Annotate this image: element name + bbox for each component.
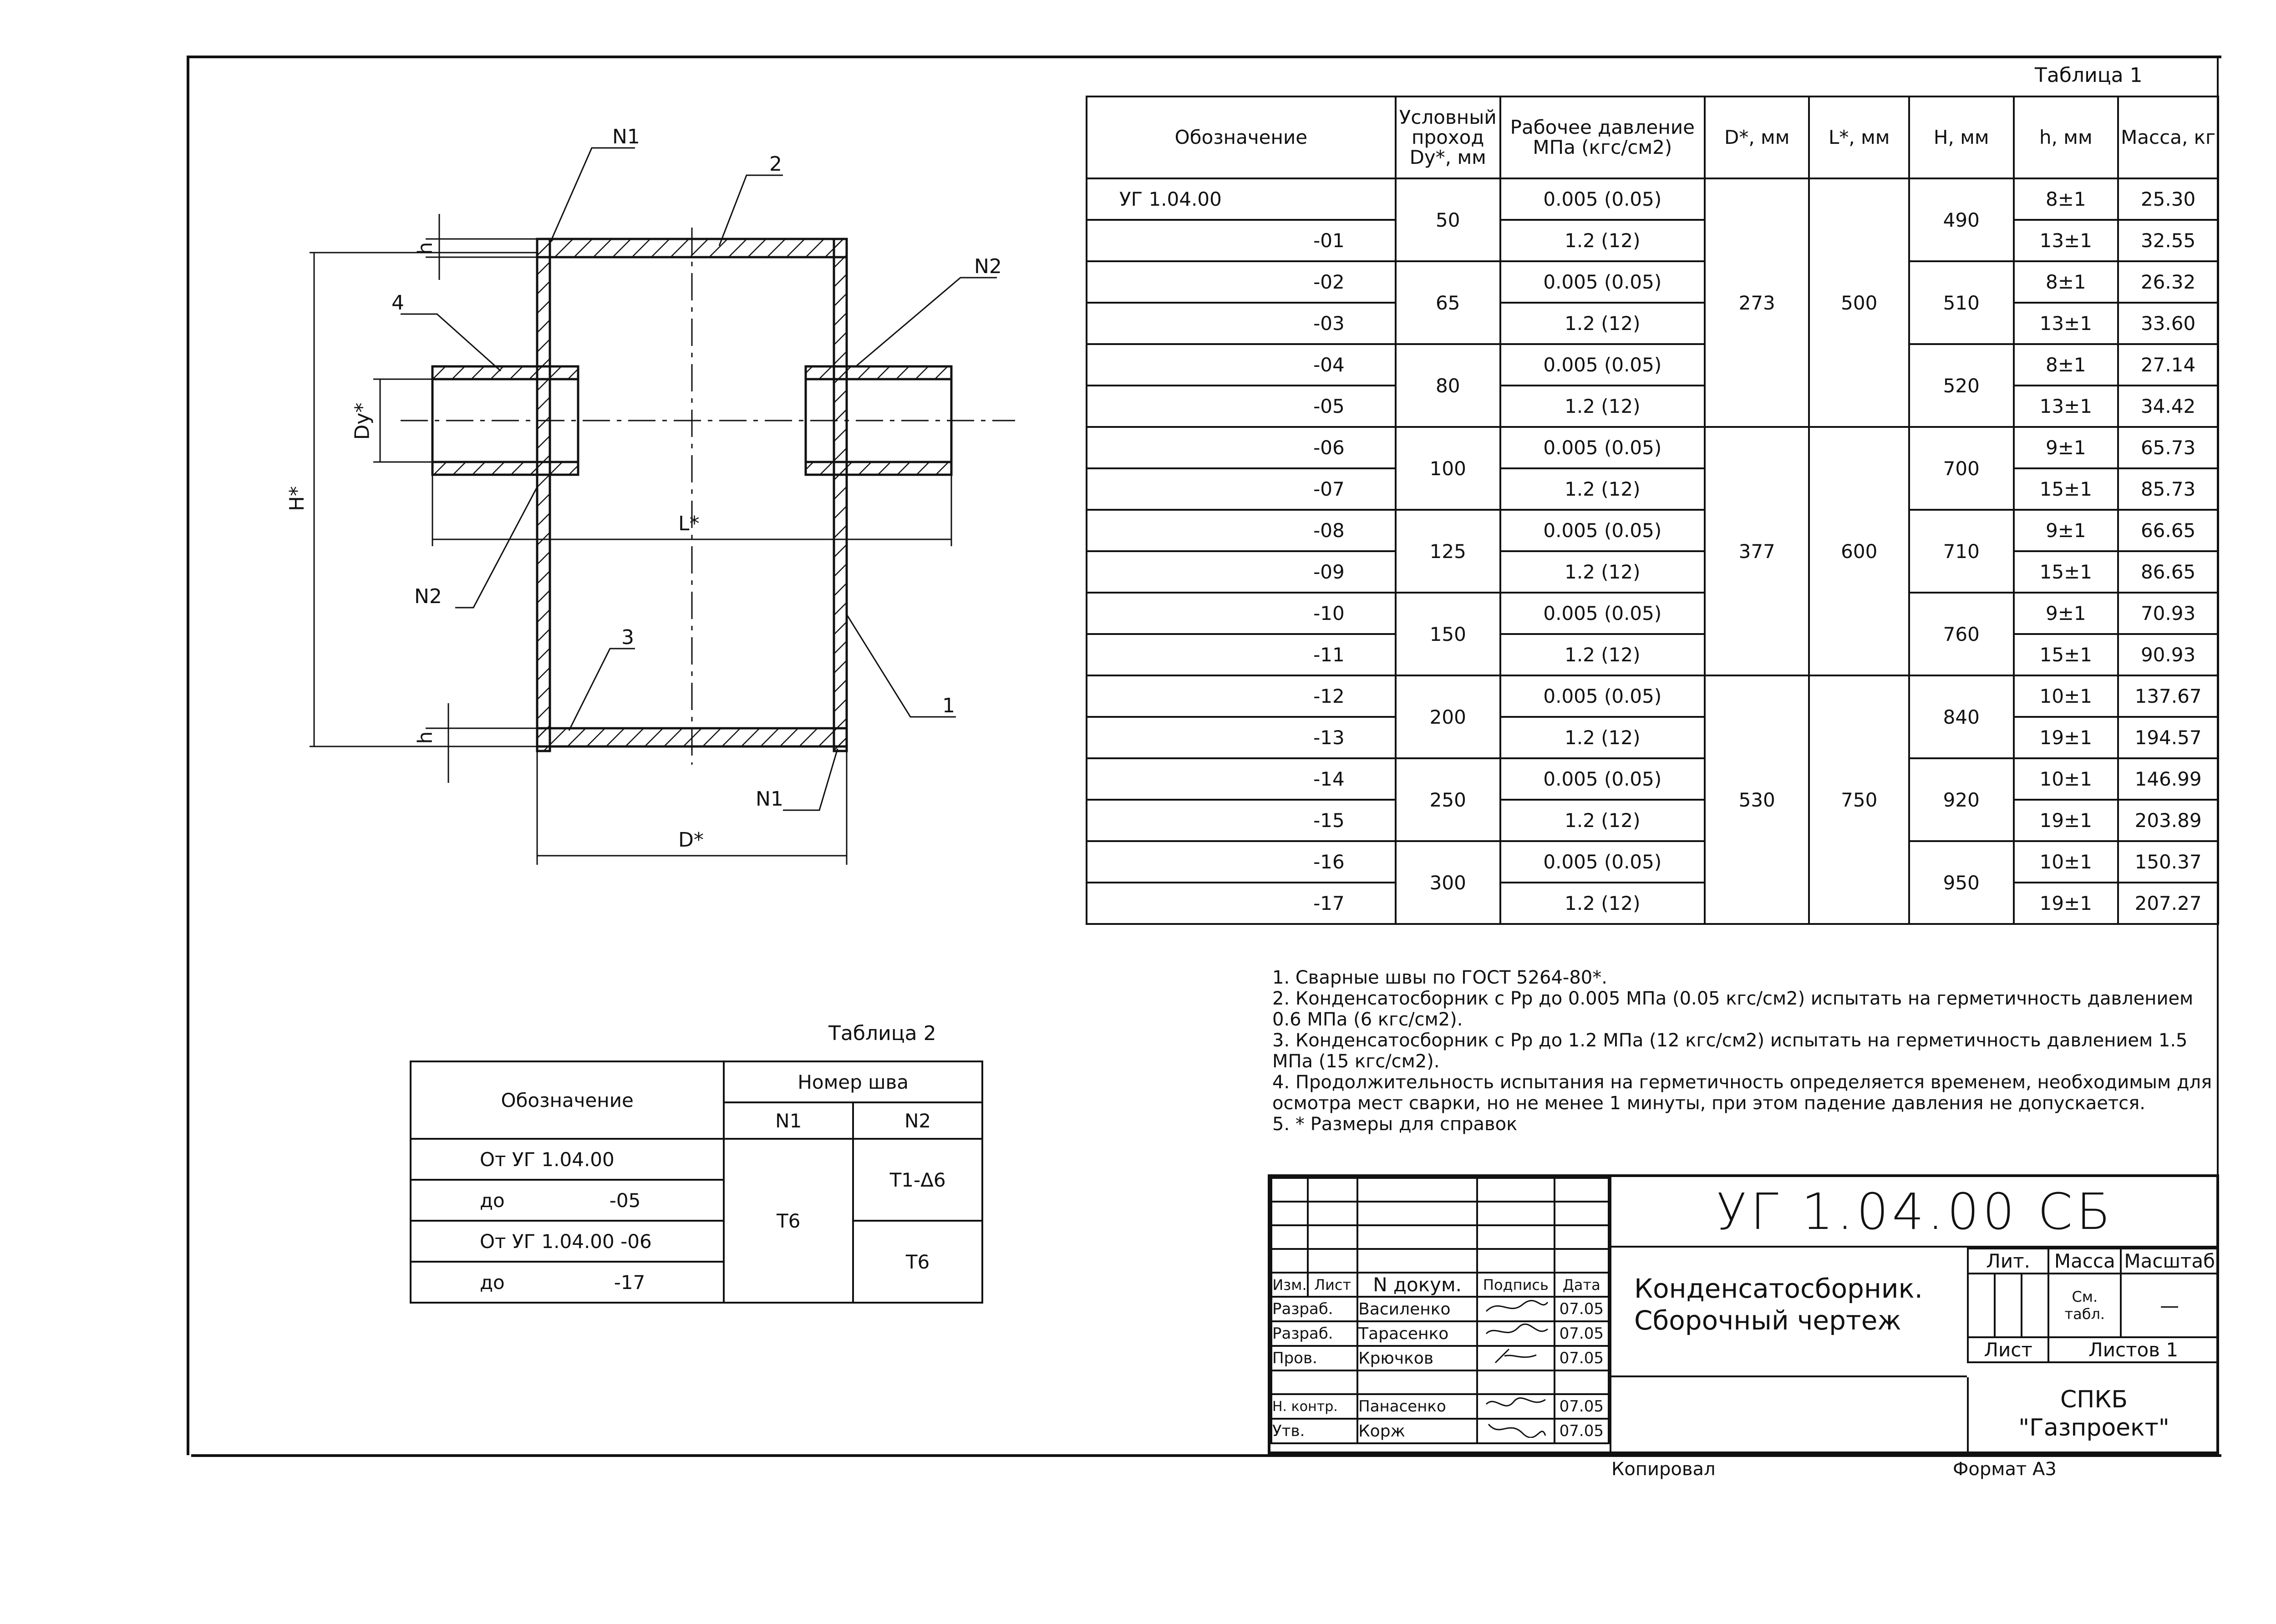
stamp-signature xyxy=(1477,1419,1554,1443)
t1-dy: 100 xyxy=(1396,427,1500,510)
t1-p: 0.005 (0.05) xyxy=(1500,344,1705,386)
stamp-date: 07.05 xyxy=(1555,1346,1609,1370)
stamp-signature xyxy=(1477,1321,1554,1346)
stamp-listov: Листов 1 xyxy=(2048,1337,2218,1362)
t1-h: 9±1 xyxy=(2014,427,2119,468)
copied-label: Копировал xyxy=(1611,1459,1716,1480)
t1-dy: 125 xyxy=(1396,510,1500,593)
t1-p: 0.005 (0.05) xyxy=(1500,841,1705,883)
t2-h-weld: Номер шва xyxy=(724,1061,982,1102)
t1-des: УГ 1.04.00 xyxy=(1087,178,1396,220)
t1-h-des: Обозначение xyxy=(1087,96,1396,178)
dim-dy: Dу* xyxy=(351,402,374,440)
t1-des: -10 xyxy=(1087,593,1396,634)
t1-des: -01 xyxy=(1087,220,1396,261)
stamp-date: 07.05 xyxy=(1555,1297,1609,1321)
t1-h: 8±1 xyxy=(2014,178,2119,220)
t1-m: 207.27 xyxy=(2118,883,2218,924)
t1-h-h: h, мм xyxy=(2014,96,2119,178)
t1-dy: 300 xyxy=(1396,841,1500,924)
t1-des: -02 xyxy=(1087,261,1396,303)
t1-h: 13±1 xyxy=(2014,220,2119,261)
assembly-drawing xyxy=(273,114,1092,888)
stamp-org-box xyxy=(1967,1377,2219,1454)
t1-h: 15±1 xyxy=(2014,551,2119,593)
stamp-signature xyxy=(1477,1297,1554,1321)
t1-m: 65.73 xyxy=(2118,427,2218,468)
t1-m: 27.14 xyxy=(2118,344,2218,386)
callout-2: 2 xyxy=(769,152,782,176)
t1-h-hh: H, мм xyxy=(1909,96,2014,178)
t1-h: 10±1 xyxy=(2014,758,2119,800)
t1-L: 750 xyxy=(1809,675,1909,924)
t1-L: 600 xyxy=(1809,427,1909,675)
stamp-title-1: Конденсатосборник. xyxy=(1634,1273,1923,1304)
note-2: 2. Конденсатосборник с Рр до 0.005 МПа (0.05 кгс/см2) испытать на герметичность давлением 0.6 МПа (6 кгс/см2). xyxy=(1272,988,2194,1030)
t1-h-l: L*, мм xyxy=(1809,96,1909,178)
stamp-role: Разраб. xyxy=(1271,1297,1357,1321)
t1-D: 273 xyxy=(1705,178,1809,427)
stamp-empty-box xyxy=(1610,1377,1967,1454)
t1-des: -11 xyxy=(1087,634,1396,675)
format-label: Формат А3 xyxy=(1953,1459,2057,1480)
callout-4: 4 xyxy=(391,291,404,315)
t1-h: 9±1 xyxy=(2014,510,2119,551)
t1-h-m: Масса, кг xyxy=(2118,96,2218,178)
stamp-name: Корж xyxy=(1357,1419,1477,1443)
t1-m: 25.30 xyxy=(2118,178,2218,220)
t1-p: 0.005 (0.05) xyxy=(1500,675,1705,717)
t2-h-n2: N2 xyxy=(853,1102,982,1139)
stamp-org-2: "Газпроект" xyxy=(2018,1414,2169,1441)
drawing-frame-bottom xyxy=(191,1454,2221,1457)
stamp-lit-grid xyxy=(1967,1248,2219,1363)
t1-p: 0.005 (0.05) xyxy=(1500,758,1705,800)
shell-left-wall xyxy=(537,239,550,751)
stamp-name: Василенко xyxy=(1357,1297,1477,1321)
table1 xyxy=(1086,96,2219,925)
t2-n2b: Т6 xyxy=(853,1221,982,1303)
t1-H: 490 xyxy=(1909,178,2014,261)
t1-h: 8±1 xyxy=(2014,261,2119,303)
t1-D: 530 xyxy=(1705,675,1809,924)
t1-m: 90.93 xyxy=(2118,634,2218,675)
t2-r2a: От УГ 1.04.00 -06 xyxy=(411,1221,724,1262)
shell-right-wall xyxy=(834,239,847,751)
stamp-role: Н. контр. xyxy=(1271,1394,1357,1419)
t1-p: 1.2 (12) xyxy=(1500,220,1705,261)
t1-m: 203.89 xyxy=(2118,800,2218,841)
stamp-org-1: СПКБ xyxy=(2060,1386,2128,1413)
stamp-name: Тарасенко xyxy=(1357,1321,1477,1346)
table2 xyxy=(410,1061,983,1304)
stamp-role: Утв. xyxy=(1271,1419,1357,1443)
revision-grid xyxy=(1270,1177,1610,1444)
t1-D: 377 xyxy=(1705,427,1809,675)
t1-h-p: Рабочее давление МПа (кгс/см2) xyxy=(1500,96,1705,178)
t1-m: 66.65 xyxy=(2118,510,2218,551)
t1-m: 85.73 xyxy=(2118,468,2218,510)
t1-m: 70.93 xyxy=(2118,593,2218,634)
t1-p: 1.2 (12) xyxy=(1500,386,1705,427)
t1-H: 700 xyxy=(1909,427,2014,510)
stamp-signature xyxy=(1477,1394,1554,1419)
notes xyxy=(1272,967,2221,1135)
t1-des: -07 xyxy=(1087,468,1396,510)
t1-des: -08 xyxy=(1087,510,1396,551)
t2-r1b-b: -05 xyxy=(609,1189,641,1212)
t1-des: -05 xyxy=(1087,386,1396,427)
t1-p: 0.005 (0.05) xyxy=(1500,427,1705,468)
callout-n1-top: N1 xyxy=(612,125,640,148)
stamp-role: Пров. xyxy=(1271,1346,1357,1370)
callout-n1-bottom: N1 xyxy=(756,787,783,811)
t1-des: -15 xyxy=(1087,800,1396,841)
t1-H: 760 xyxy=(1909,593,2014,675)
t1-dy: 150 xyxy=(1396,593,1500,675)
t2-r1b-a: до xyxy=(480,1189,505,1212)
note-1: 1. Сварные швы по ГОСТ 5264-80*. xyxy=(1272,967,1607,988)
t1-h: 13±1 xyxy=(2014,303,2119,344)
t2-r2b-a: до xyxy=(480,1271,505,1294)
t2-r1a: От УГ 1.04.00 xyxy=(411,1139,724,1180)
t1-des: -04 xyxy=(1087,344,1396,386)
t1-h: 15±1 xyxy=(2014,468,2119,510)
callout-n2-left: N2 xyxy=(414,585,442,608)
t1-m: 26.32 xyxy=(2118,261,2218,303)
stamp-code: УГ 1.04.00 СБ xyxy=(1716,1182,2114,1241)
t1-dy: 80 xyxy=(1396,344,1500,427)
t1-des: -17 xyxy=(1087,883,1396,924)
callout-n2-right: N2 xyxy=(974,255,1002,278)
t1-p: 1.2 (12) xyxy=(1500,634,1705,675)
note-4: 4. Продолжительность испытания на герметичность определяется временем, необходимым для осмотра мест сварки, но не менее 1 минуты, при этом падение давления не допускается. xyxy=(1272,1072,2212,1114)
stamp-date: 07.05 xyxy=(1555,1394,1609,1419)
t1-h: 15±1 xyxy=(2014,634,2119,675)
stamp-name: Панасенко xyxy=(1357,1394,1477,1419)
note-5: 5. * Размеры для справок xyxy=(1272,1114,1518,1135)
stamp-code-box xyxy=(1610,1177,2219,1248)
t2-r2b-b: -17 xyxy=(614,1271,645,1294)
t1-p: 0.005 (0.05) xyxy=(1500,593,1705,634)
dim-h-bottom: h xyxy=(413,731,437,744)
t1-m: 32.55 xyxy=(2118,220,2218,261)
stamp-h-data: Дата xyxy=(1555,1273,1609,1297)
t1-dy: 200 xyxy=(1396,675,1500,758)
t1-p: 0.005 (0.05) xyxy=(1500,510,1705,551)
stamp-h-izm: Изм. xyxy=(1271,1273,1308,1297)
t1-p: 0.005 (0.05) xyxy=(1500,261,1705,303)
t1-des: -06 xyxy=(1087,427,1396,468)
stamp-signature xyxy=(1477,1346,1554,1370)
table1-label: Таблица 1 xyxy=(2035,64,2143,87)
callout-3: 3 xyxy=(621,626,634,649)
t1-dy: 50 xyxy=(1396,178,1500,261)
dim-D: D* xyxy=(678,828,704,852)
t1-h: 10±1 xyxy=(2014,675,2119,717)
t1-h: 19±1 xyxy=(2014,717,2119,758)
t1-h: 19±1 xyxy=(2014,800,2119,841)
t1-h: 19±1 xyxy=(2014,883,2119,924)
t1-H: 920 xyxy=(1909,758,2014,841)
stamp-title-box xyxy=(1610,1248,1967,1377)
t1-p: 1.2 (12) xyxy=(1500,800,1705,841)
stamp-h-ndok: N докум. xyxy=(1357,1273,1477,1297)
title-block xyxy=(1268,1174,2219,1454)
stamp-masshtab-val: — xyxy=(2121,1274,2218,1337)
stamp-massa-val: См. табл. xyxy=(2048,1274,2121,1337)
t1-des: -09 xyxy=(1087,551,1396,593)
stamp-date: 07.05 xyxy=(1555,1321,1609,1346)
stamp-massa: Масса xyxy=(2048,1248,2121,1274)
t2-r2b xyxy=(411,1262,724,1303)
t1-m: 146.99 xyxy=(2118,758,2218,800)
dim-h-top: h xyxy=(413,242,437,255)
t1-des: -16 xyxy=(1087,841,1396,883)
t2-n2a: Т1-Δ6 xyxy=(853,1139,982,1221)
dim-H: H* xyxy=(285,486,309,512)
t1-p: 1.2 (12) xyxy=(1500,883,1705,924)
t1-h: 13±1 xyxy=(2014,386,2119,427)
t1-h: 10±1 xyxy=(2014,841,2119,883)
t1-H: 950 xyxy=(1909,841,2014,924)
table2-label: Таблица 2 xyxy=(828,1022,936,1045)
stamp-name: Крючков xyxy=(1357,1346,1477,1370)
t1-p: 1.2 (12) xyxy=(1500,717,1705,758)
t1-p: 1.2 (12) xyxy=(1500,468,1705,510)
stamp-h-list: Лист xyxy=(1308,1273,1357,1297)
t1-H: 520 xyxy=(1909,344,2014,427)
t1-m: 34.42 xyxy=(2118,386,2218,427)
note-3: 3. Конденсатосборник с Рр до 1.2 МПа (12 кгс/см2) испытать на герметичность давлением 1.5 МПа (15 кгс/см2). xyxy=(1272,1030,2188,1072)
t1-h-dy: Условный проход Dу*, мм xyxy=(1396,96,1500,178)
t1-des: -14 xyxy=(1087,758,1396,800)
stamp-list: Лист xyxy=(1968,1337,2048,1362)
t1-h: 9±1 xyxy=(2014,593,2119,634)
t1-H: 840 xyxy=(1909,675,2014,758)
t1-h: 8±1 xyxy=(2014,344,2119,386)
t2-n1: Т6 xyxy=(724,1139,853,1303)
t1-des: -12 xyxy=(1087,675,1396,717)
stamp-role: Разраб. xyxy=(1271,1321,1357,1346)
t1-L: 500 xyxy=(1809,178,1909,427)
t1-m: 33.60 xyxy=(2118,303,2218,344)
t2-h-n1: N1 xyxy=(724,1102,853,1139)
t1-p: 1.2 (12) xyxy=(1500,303,1705,344)
t1-m: 150.37 xyxy=(2118,841,2218,883)
t1-des: -13 xyxy=(1087,717,1396,758)
t2-r1b xyxy=(411,1180,724,1221)
t1-p: 1.2 (12) xyxy=(1500,551,1705,593)
t1-H: 510 xyxy=(1909,261,2014,344)
t1-m: 137.67 xyxy=(2118,675,2218,717)
stamp-h-podp: Подпись xyxy=(1477,1273,1554,1297)
callout-1: 1 xyxy=(942,694,955,717)
stamp-title-2: Сборочный чертеж xyxy=(1634,1305,1901,1336)
dim-L: L* xyxy=(678,512,700,535)
stamp-date: 07.05 xyxy=(1555,1419,1609,1443)
t1-dy: 65 xyxy=(1396,261,1500,344)
t1-des: -03 xyxy=(1087,303,1396,344)
t1-H: 710 xyxy=(1909,510,2014,593)
t1-m: 194.57 xyxy=(2118,717,2218,758)
t1-p: 0.005 (0.05) xyxy=(1500,178,1705,220)
t1-dy: 250 xyxy=(1396,758,1500,841)
t1-h-d: D*, мм xyxy=(1705,96,1809,178)
t1-m: 86.65 xyxy=(2118,551,2218,593)
t2-h-des: Обозначение xyxy=(411,1061,724,1139)
stamp-lit: Лит. xyxy=(1968,1248,2048,1274)
stamp-masshtab: Масштаб xyxy=(2121,1248,2218,1274)
